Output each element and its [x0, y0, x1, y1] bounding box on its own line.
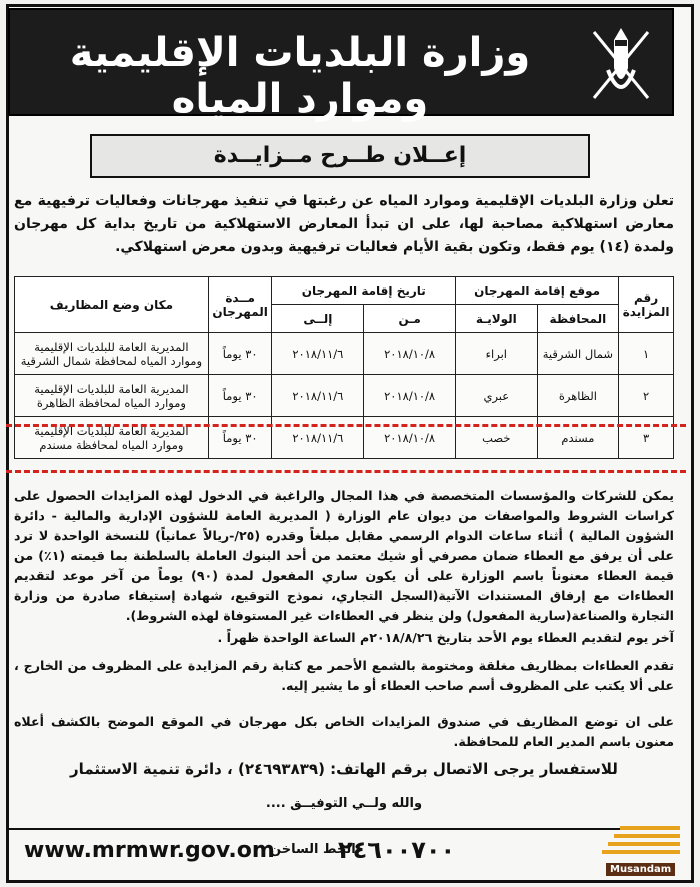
inquiry-line: للاستفسار يرجى الاتصال برقم الهاتف: (٢٤٦٩٣٨٣٩) ، دائرة تنمية الاستثمار [70, 760, 618, 778]
highlight-dash-top [6, 424, 686, 427]
closing-line: والله ولــي التوفيــق .... [265, 796, 423, 811]
cell-place: المديرية العامة للبلديات الإقليمية وموارد المياه لمحافظة مسندم [15, 417, 209, 459]
cell-to: ٢٠١٨/١١/٦ [272, 417, 364, 459]
oman-khanjar-emblem-icon [584, 20, 658, 106]
cell-to: ٢٠١٨/١١/٦ [272, 333, 364, 375]
hotline-number: ٢٤٦٠٠٧٠٠ [338, 836, 456, 864]
table-row [15, 333, 674, 375]
cell-from: ٢٠١٨/١٠/٨ [364, 417, 456, 459]
footer-bar [8, 828, 674, 868]
cell-no: ٣ [619, 417, 674, 459]
col-governorate: المحافظة [537, 305, 619, 333]
cell-wilayat: عبري [456, 375, 538, 417]
col-auction-no: رقم المزايدة [619, 277, 674, 333]
intro-paragraph: تعلن وزارة البلديات الإقليمية وموارد المياه عن رغبتها في تنفيذ مهرجانات وفعاليات ترفيهية مع معارض استهلاكية مصاحبة لها، على ان تبدأ المعارض الاستهلاكية من تاريخ بداية كل مهرجان ولمدة (١٤) يوم فقط، وتكون بقية الأيام فعاليات ترفيهية وبدون معرض استهلاكي. [14, 193, 674, 255]
col-festival-date: تاريخ إقامة المهرجان [272, 277, 456, 305]
cell-duration: ٣٠ يوماً [208, 417, 272, 459]
cell-place: المديرية العامة للبلديات الإقليمية وموارد المياه لمحافظة الظاهرة [15, 375, 209, 417]
cell-governorate: الظاهرة [537, 375, 619, 417]
col-wilayat: الولايـة [456, 305, 538, 333]
box-paragraph: على ان توضع المظاريف في صندوق المزايدات الخاص بكل مهرجان في الموقع الموضح بالكشف أعلاه معنون باسم المدير العام للمحافظة. [14, 714, 674, 749]
website-link[interactable]: www.mrmwr.gov.om [24, 838, 275, 863]
cell-duration: ٣٠ يوماً [208, 333, 272, 375]
envelope-paragraph: تقدم العطاءات بمظاريف مغلقة ومختومة بالشمع الأحمر مع كتابة رقم المزايدة على المظروف من الخارج ، على ألا يكتب على المظروف أسم صاحب العطاء أو ما يشير إليه. [14, 658, 674, 693]
col-envelope-place: مكان وضع المظاريف [15, 277, 209, 333]
cell-place: المديرية العامة للبلديات الإقليمية وموارد المياه لمحافظة شمال الشرقية [15, 333, 209, 375]
col-from: مـن [364, 305, 456, 333]
hotline-label: الخط الساخن [270, 842, 356, 857]
cell-wilayat: ابراء [456, 333, 538, 375]
ministry-title: وزارة البلديات الإقليمية وموارد المياه [69, 30, 531, 122]
cell-to: ٢٠١٨/١١/٦ [272, 375, 364, 417]
deadline-paragraph: آخر يوم لتقديم العطاء يوم الأحد بتاريخ ٢٠١٨/٨/٢٦م الساعة الواحدة ظهراً . [217, 630, 674, 645]
table-row [15, 417, 674, 459]
col-duration: مــدة المهرجان [208, 277, 272, 333]
col-festival-location: موقع إقامة المهرجان [456, 277, 619, 305]
festivals-table [14, 276, 674, 459]
cell-governorate: مسندم [537, 417, 619, 459]
cell-from: ٢٠١٨/١٠/٨ [364, 333, 456, 375]
cell-no: ١ [619, 333, 674, 375]
cell-no: ٢ [619, 375, 674, 417]
cell-wilayat: خصب [456, 417, 538, 459]
col-to: إلــى [272, 305, 364, 333]
ministry-header-banner [8, 8, 674, 122]
conditions-paragraph: يمكن للشركات والمؤسسات المتخصصة في هذا المجال والراغبة في الدخول لهذه المزايدات الحصول على كراسات الشروط والمواصفات من ديوان عام الوزارة ( المديرية العامة للشؤون الإدارية والمالية - دائرة الشؤون المالية ) أثناء ساعات الدوام الرسمي مقابل مبلغاً وقدره (٢٥/-ريالاً عمانياً) للنسخة الواحدة لا ترد على أن يرفق مع العطاء ضمان مصرفي أو شيك معتمد من أحد البنوك العاملة بالسلطنة بما قيمته (١٪) من قيمة العطاء معنوناً باسم الوزارة على أن يكون ساري المفعول لمدة (٩٠) يوماً من آخر موعد لتقديم العطاءات مع إرفاق المستندات الآتية(السجل التجاري، نموذج التوقيع، شهادة إستيفاء صادرة من وزارة التجارة والصناعة(سارية المفعول) ولن ينظر في العطاءات غير المستوفاة لهذه الشروط). [14, 488, 674, 623]
cell-governorate: شمال الشرقية [537, 333, 619, 375]
highlight-dash-bottom [6, 470, 686, 473]
cell-duration: ٣٠ يوماً [208, 375, 272, 417]
watermark-text: Musandam [606, 863, 675, 876]
auction-announcement-title: إعــلان طــرح مــزايــدة [90, 134, 590, 178]
musandam-watermark [580, 820, 692, 878]
table-row [15, 375, 674, 417]
cell-from: ٢٠١٨/١٠/٨ [364, 375, 456, 417]
